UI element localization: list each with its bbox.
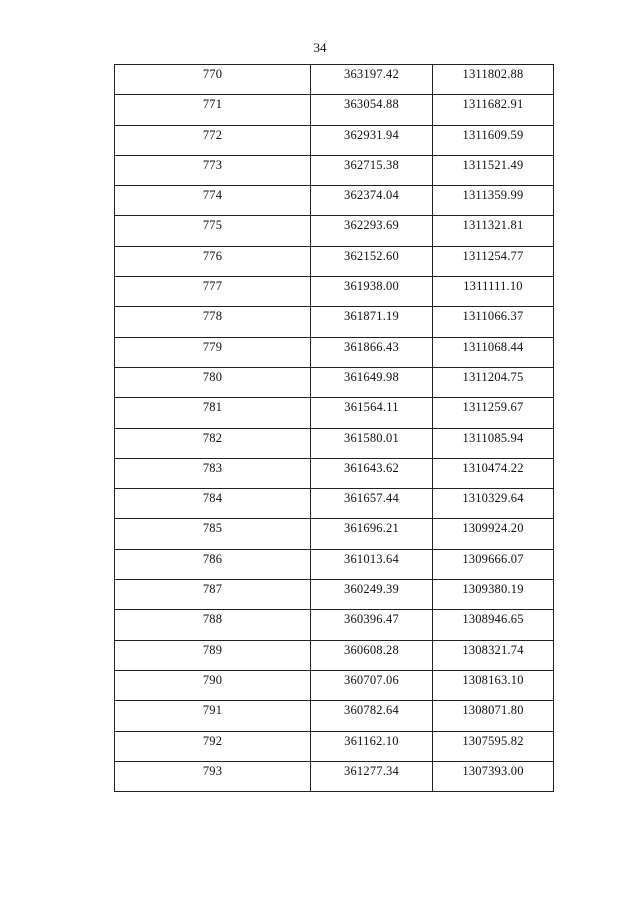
- table-row: [115, 277, 554, 307]
- table-row: [115, 519, 554, 549]
- coordinates-table: [114, 64, 554, 792]
- x-coordinate-cell: 361162.10: [311, 731, 433, 761]
- x-coordinate-cell: 360707.06: [311, 670, 433, 700]
- x-coordinate-cell: 361277.34: [311, 761, 433, 791]
- x-coordinate-cell: 361871.19: [311, 307, 433, 337]
- y-coordinate-cell: 1311359.99: [433, 186, 554, 216]
- point-number-cell: 770: [115, 65, 311, 95]
- table-row: [115, 580, 554, 610]
- point-number-cell: 779: [115, 337, 311, 367]
- table-row: [115, 307, 554, 337]
- y-coordinate-cell: 1308321.74: [433, 640, 554, 670]
- x-coordinate-cell: 360249.39: [311, 580, 433, 610]
- point-number-cell: 791: [115, 701, 311, 731]
- x-coordinate-cell: 362715.38: [311, 155, 433, 185]
- y-coordinate-cell: 1311085.94: [433, 428, 554, 458]
- table-row: [115, 610, 554, 640]
- x-coordinate-cell: 360396.47: [311, 610, 433, 640]
- table-row: [115, 186, 554, 216]
- table-row: [115, 489, 554, 519]
- y-coordinate-cell: 1308163.10: [433, 670, 554, 700]
- y-coordinate-cell: 1308071.80: [433, 701, 554, 731]
- point-number-cell: 784: [115, 489, 311, 519]
- table-row: [115, 337, 554, 367]
- y-coordinate-cell: 1311068.44: [433, 337, 554, 367]
- table-row: [115, 246, 554, 276]
- y-coordinate-cell: 1311066.37: [433, 307, 554, 337]
- point-number-cell: 785: [115, 519, 311, 549]
- x-coordinate-cell: 363054.88: [311, 95, 433, 125]
- x-coordinate-cell: 361013.64: [311, 549, 433, 579]
- point-number-cell: 788: [115, 610, 311, 640]
- y-coordinate-cell: 1311521.49: [433, 155, 554, 185]
- table-row: [115, 701, 554, 731]
- x-coordinate-cell: 363197.42: [311, 65, 433, 95]
- point-number-cell: 789: [115, 640, 311, 670]
- point-number-cell: 793: [115, 761, 311, 791]
- x-coordinate-cell: 361580.01: [311, 428, 433, 458]
- x-coordinate-cell: 361564.11: [311, 398, 433, 428]
- x-coordinate-cell: 362931.94: [311, 125, 433, 155]
- y-coordinate-cell: 1307595.82: [433, 731, 554, 761]
- point-number-cell: 772: [115, 125, 311, 155]
- table-row: [115, 65, 554, 95]
- x-coordinate-cell: 362374.04: [311, 186, 433, 216]
- point-number-cell: 777: [115, 277, 311, 307]
- point-number-cell: 783: [115, 458, 311, 488]
- y-coordinate-cell: 1311321.81: [433, 216, 554, 246]
- table-row: [115, 398, 554, 428]
- point-number-cell: 775: [115, 216, 311, 246]
- y-coordinate-cell: 1309380.19: [433, 580, 554, 610]
- point-number-cell: 776: [115, 246, 311, 276]
- y-coordinate-cell: 1311259.67: [433, 398, 554, 428]
- table-row: [115, 731, 554, 761]
- x-coordinate-cell: 360608.28: [311, 640, 433, 670]
- table-row: [115, 549, 554, 579]
- point-number-cell: 771: [115, 95, 311, 125]
- point-number-cell: 786: [115, 549, 311, 579]
- x-coordinate-cell: 360782.64: [311, 701, 433, 731]
- point-number-cell: 781: [115, 398, 311, 428]
- page-number: 34: [313, 40, 327, 55]
- table-row: [115, 428, 554, 458]
- y-coordinate-cell: 1311204.75: [433, 367, 554, 397]
- point-number-cell: 773: [115, 155, 311, 185]
- y-coordinate-cell: 1311682.91: [433, 95, 554, 125]
- x-coordinate-cell: 362152.60: [311, 246, 433, 276]
- x-coordinate-cell: 361938.00: [311, 277, 433, 307]
- y-coordinate-cell: 1311254.77: [433, 246, 554, 276]
- point-number-cell: 790: [115, 670, 311, 700]
- y-coordinate-cell: 1310474.22: [433, 458, 554, 488]
- table-row: [115, 125, 554, 155]
- point-number-cell: 782: [115, 428, 311, 458]
- x-coordinate-cell: 361649.98: [311, 367, 433, 397]
- y-coordinate-cell: 1310329.64: [433, 489, 554, 519]
- x-coordinate-cell: 362293.69: [311, 216, 433, 246]
- table-row: [115, 670, 554, 700]
- y-coordinate-cell: 1311609.59: [433, 125, 554, 155]
- y-coordinate-cell: 1311111.10: [433, 277, 554, 307]
- x-coordinate-cell: 361866.43: [311, 337, 433, 367]
- table-row: [115, 216, 554, 246]
- y-coordinate-cell: 1307393.00: [433, 761, 554, 791]
- point-number-cell: 787: [115, 580, 311, 610]
- point-number-cell: 792: [115, 731, 311, 761]
- y-coordinate-cell: 1311802.88: [433, 65, 554, 95]
- table-row: [115, 761, 554, 791]
- point-number-cell: 778: [115, 307, 311, 337]
- table-body: [115, 65, 554, 792]
- table-row: [115, 155, 554, 185]
- x-coordinate-cell: 361696.21: [311, 519, 433, 549]
- y-coordinate-cell: 1309666.07: [433, 549, 554, 579]
- table-row: [115, 95, 554, 125]
- table-row: [115, 640, 554, 670]
- point-number-cell: 780: [115, 367, 311, 397]
- y-coordinate-cell: 1309924.20: [433, 519, 554, 549]
- y-coordinate-cell: 1308946.65: [433, 610, 554, 640]
- point-number-cell: 774: [115, 186, 311, 216]
- x-coordinate-cell: 361657.44: [311, 489, 433, 519]
- table-row: [115, 458, 554, 488]
- table-row: [115, 367, 554, 397]
- x-coordinate-cell: 361643.62: [311, 458, 433, 488]
